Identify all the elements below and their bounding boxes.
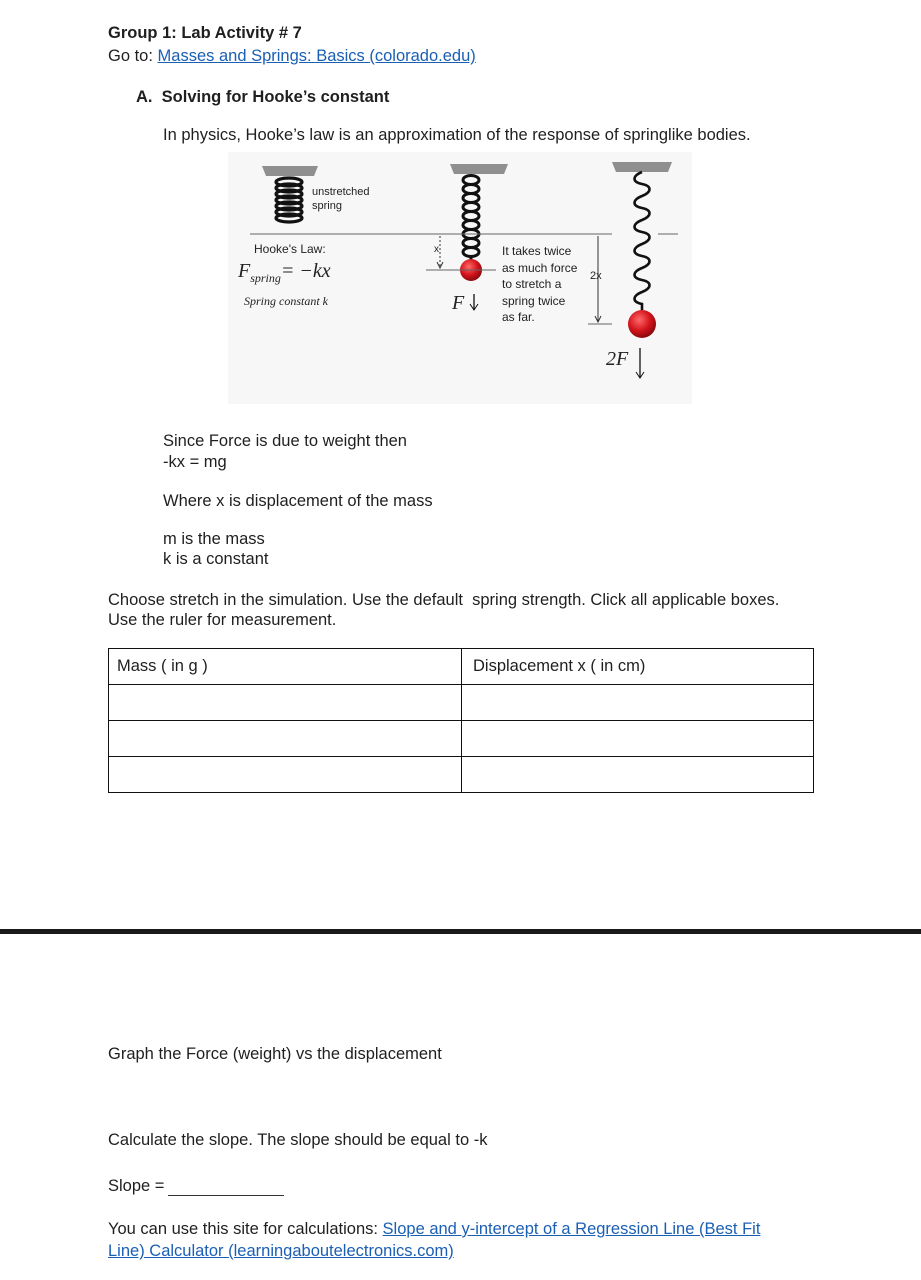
- instructions: [108, 590, 779, 630]
- formula-f: F: [238, 260, 251, 282]
- slope-line: [108, 1177, 284, 1196]
- coil-spring-icon: [635, 172, 650, 312]
- calculator-site-text: [108, 1218, 760, 1262]
- spring-constant-label: Spring constant k: [244, 294, 328, 308]
- graph-instruction: Graph the Force (weight) vs the displacement: [108, 1045, 442, 1063]
- goto-prefix: Go to:: [108, 47, 158, 65]
- data-table: [108, 648, 814, 793]
- calc-instruction: Calculate the slope. The slope should be equal to -k: [108, 1131, 488, 1149]
- since-text: Since Force is due to weight then: [163, 432, 407, 450]
- site-prefix: You can use this site for calculations:: [108, 1220, 383, 1238]
- slope-label: Slope =: [108, 1177, 165, 1195]
- section-a-heading: A. Solving for Hooke’s constant: [136, 88, 390, 106]
- mass-cell[interactable]: [109, 757, 462, 793]
- ceiling-bar-icon: [612, 162, 672, 172]
- page-divider: [0, 929, 921, 934]
- table-row: [109, 757, 814, 793]
- mass-cell[interactable]: [109, 685, 462, 721]
- site-line-2: [108, 1240, 760, 1262]
- regression-calculator-link[interactable]: Slope and y-intercept of a Regression Line (Best Fit: [382, 1220, 761, 1238]
- unstretched-label: unstretched: [312, 186, 370, 198]
- table-row: [109, 721, 814, 757]
- coil-spring-icon: [276, 178, 302, 222]
- k-definition: k is a constant: [163, 550, 269, 568]
- page-title: Group 1: Lab Activity # 7: [108, 24, 302, 42]
- two-force-label: 2F: [606, 348, 629, 370]
- coil-spring-icon: [463, 176, 479, 263]
- hookes-law-label: Hooke's Law:: [254, 242, 326, 256]
- displacement-header: Displacement x ( in cm): [462, 649, 814, 685]
- regression-calculator-link-cont[interactable]: Line) Calculator (learningaboutelectronics.com): [108, 1242, 454, 1260]
- formula-subscript: spring: [250, 271, 281, 285]
- displacement-cell[interactable]: [462, 685, 814, 721]
- spring-label: spring: [312, 200, 342, 212]
- twice-line-1: It takes twice: [502, 244, 572, 258]
- where-text: Where x is displacement of the mass: [163, 492, 433, 510]
- red-mass-icon: [628, 310, 656, 338]
- ceiling-bar-icon: [450, 164, 508, 174]
- instructions-line-1: Choose stretch in the simulation. Use the default spring strength. Click all applicable boxes.: [108, 591, 780, 609]
- displacement-cell[interactable]: [462, 721, 814, 757]
- slope-blank[interactable]: [168, 1179, 284, 1196]
- table-row: [109, 685, 814, 721]
- instructions-line-2: Use the ruler for measurement.: [108, 611, 337, 629]
- ceiling-bar-icon: [262, 166, 318, 176]
- equation-text: -kx = mg: [163, 453, 227, 471]
- mass-header: Mass ( in g ): [109, 649, 462, 685]
- hookes-law-figure: [228, 152, 692, 404]
- hookes-law-formula: [238, 260, 331, 286]
- m-definition: m is the mass: [163, 530, 265, 548]
- twice-line-2: as much force: [502, 260, 578, 275]
- intro-text: In physics, Hooke’s law is an approximation of the response of springlike bodies.: [163, 126, 751, 144]
- displacement-cell[interactable]: [462, 757, 814, 793]
- twice-force-note: [502, 243, 577, 326]
- mass-cell[interactable]: [109, 721, 462, 757]
- two-x-label: 2x: [590, 270, 602, 282]
- twice-line-4: spring twice: [502, 293, 566, 308]
- table-header-row: [109, 649, 814, 685]
- twice-line-3: to stretch a: [502, 277, 562, 291]
- simulation-link[interactable]: Masses and Springs: Basics (colorado.edu): [157, 47, 476, 65]
- formula-rest: = −kx: [280, 260, 331, 282]
- goto-line: [108, 47, 476, 66]
- force-label: F: [452, 292, 465, 314]
- twice-line-5: as far.: [502, 310, 535, 324]
- x-label: x: [434, 244, 439, 255]
- site-line-1: [108, 1218, 760, 1240]
